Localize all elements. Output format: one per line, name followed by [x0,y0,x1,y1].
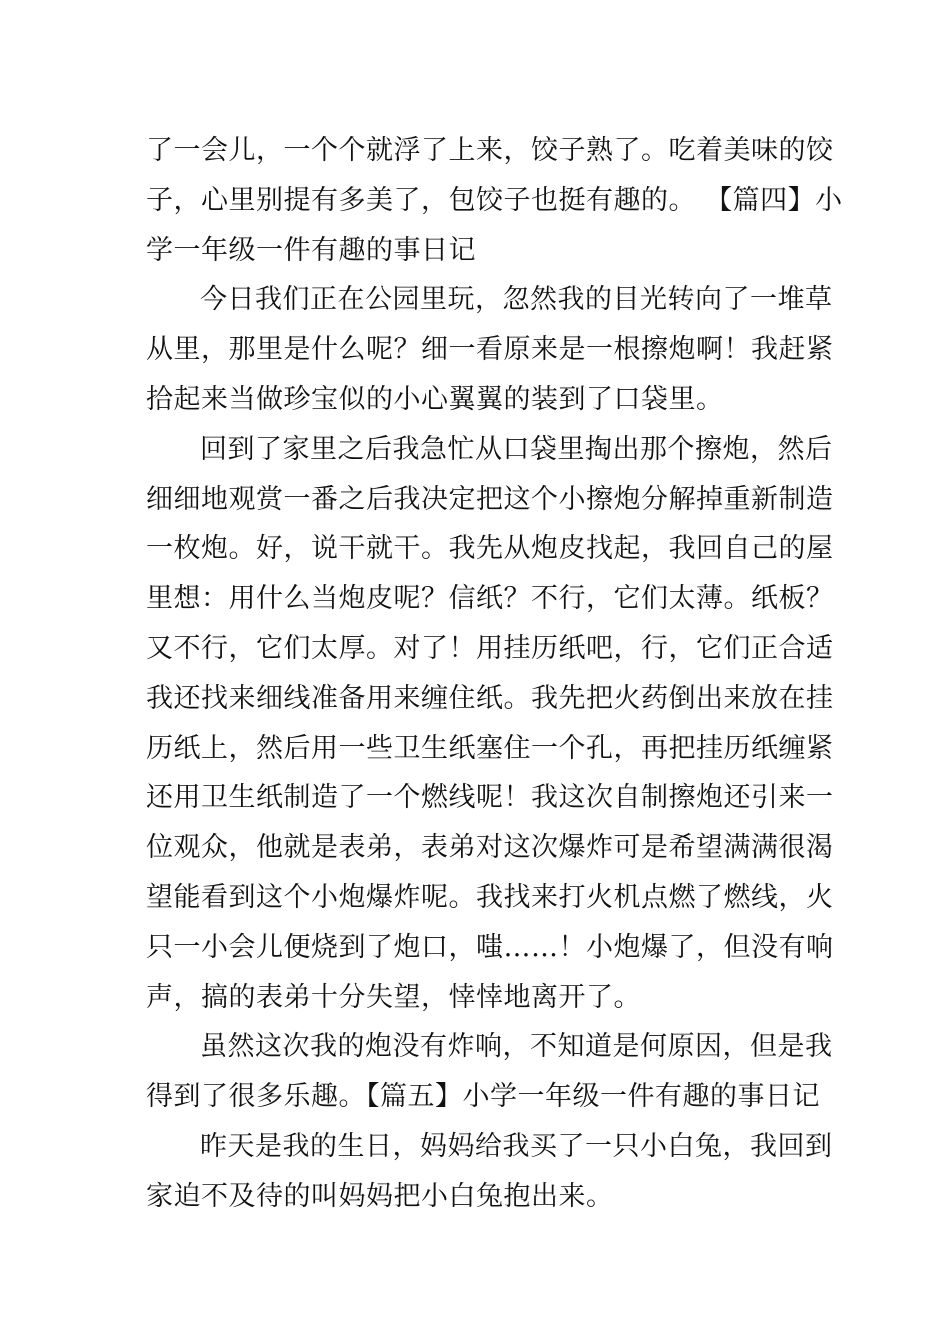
text-line: 又不行，它们太厚。对了！用挂历纸吧，行，它们正合适 [146,632,834,664]
text-line: 细细地观赏一番之后我决定把这个小擦炮分解掉重新制造 [146,483,834,515]
text-line: 一枚炮。好，说干就干。我先从炮皮找起，我回自己的屋 [146,533,834,565]
text-line: 还用卫生纸制造了一个燃线呢！我这次自制擦炮还引来一 [146,782,834,814]
text-line: 我还找来细线准备用来缠住纸。我先把火药倒出来放在挂 [146,682,834,714]
text-line: 昨天是我的生日，妈妈给我买了一只小白兔，我回到 [200,1130,833,1162]
text-line: 位观众，他就是表弟，表弟对这次爆炸可是希望满满很渴 [146,832,834,864]
text-line: 回到了家里之后我急忙从口袋里掏出那个擦炮，然后 [200,433,833,465]
text-line: 声，搞的表弟十分失望，悻悻地离开了。 [146,981,641,1013]
text-line: 望能看到这个小炮爆炸呢。我找来打火机点燃了燃线，火 [146,881,834,913]
text-line: 里想：用什么当炮皮呢？信纸？不行，它们太薄。纸板？ [146,583,834,615]
text-line: 得到了很多乐趣。【篇五】小学一年级一件有趣的事日记 [146,1081,820,1113]
body-text [146,126,843,1222]
text-line: 子，心里别提有多美了，包饺子也挺有趣的。 【篇四】小 [146,184,843,216]
text-line: 家迫不及待的叫妈妈把小白兔抱出来。 [146,1180,614,1212]
text-line: 从里，那里是什么呢？细一看原来是一根擦炮啊！我赶紧 [146,334,834,366]
text-line: 只一小会儿便烧到了炮口，嗤……！小炮爆了，但没有响 [146,931,834,963]
text-line: 今日我们正在公园里玩，忽然我的目光转向了一堆草 [200,284,833,316]
text-line: 历纸上，然后用一些卫生纸塞住一个孔，再把挂历纸缠紧 [146,732,834,764]
text-line: 了一会儿，一个个就浮了上来，饺子熟了。吃着美味的饺 [146,135,834,166]
text-line: 虽然这次我的炮没有炸响，不知道是何原因，但是我 [200,1031,833,1063]
text-line: 学一年级一件有趣的事日记 [146,234,476,266]
text-line: 拾起来当做珍宝似的小心翼翼的装到了口袋里。 [146,383,724,415]
